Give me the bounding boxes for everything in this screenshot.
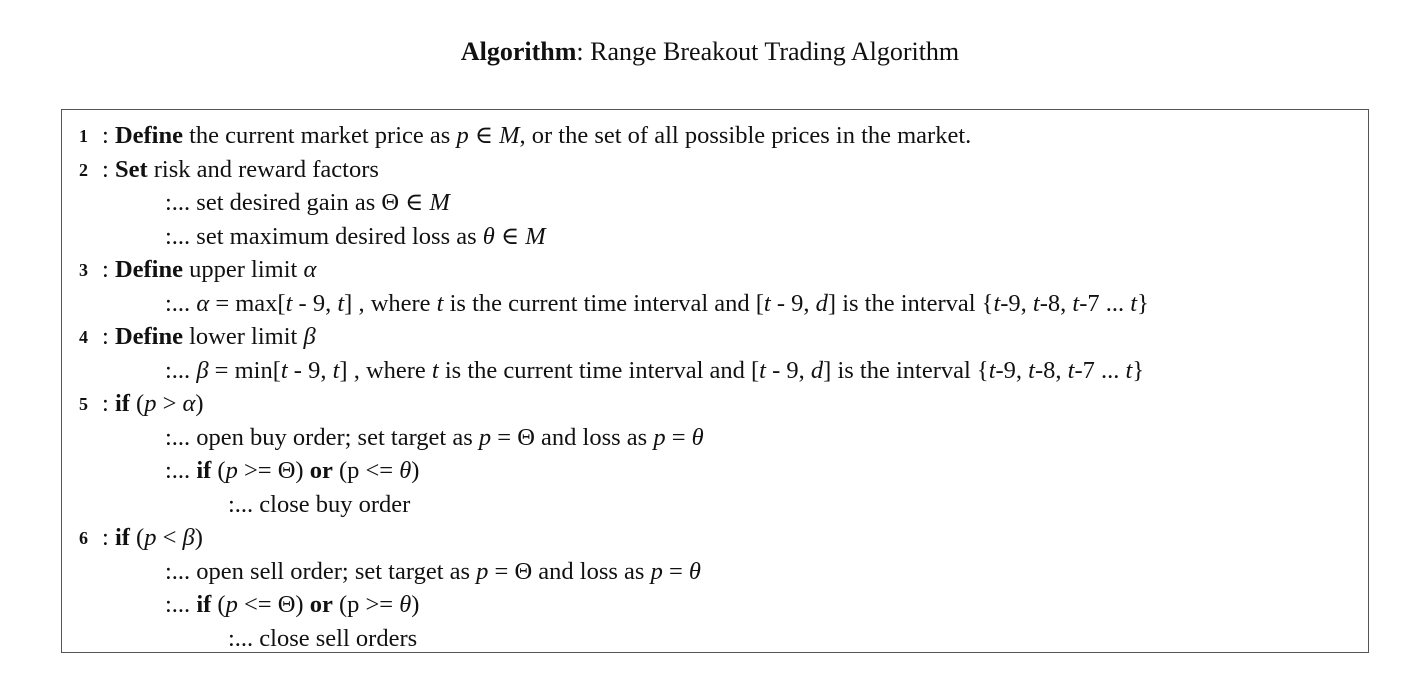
line-text: :... open sell order; set target as p = Θ and loss as p = θ xyxy=(165,558,701,585)
line-text: :... β = min[t - 9, t] , where t is the current time interval and [t - 9, d] is the interval {t-9, t-8, t-7 ... t} xyxy=(165,357,1145,384)
line-text: : Define lower limit β xyxy=(102,323,316,350)
line-text: :... α = max[t - 9, t] , where t is the current time interval and [t - 9, d] is the interval {t-9, t-8, t-7 ... t} xyxy=(165,290,1149,317)
line-text: : if (p > α) xyxy=(102,390,204,417)
line-number: 1 xyxy=(79,126,88,146)
line-number: 5 xyxy=(79,394,88,414)
line-text: : if (p < β) xyxy=(102,524,203,551)
line-text: :... open buy order; set target as p = Θ and loss as p = θ xyxy=(165,424,704,451)
algorithm-title xyxy=(0,33,1420,71)
algorithm-box xyxy=(61,109,1369,653)
algorithm-title-text: : Range Breakout Trading Algorithm xyxy=(576,37,960,66)
line-text: :... set maximum desired loss as θ ∈ M xyxy=(165,223,546,250)
line-text: :... if (p >= Θ) or (p <= θ) xyxy=(165,457,420,484)
line-number: 4 xyxy=(79,327,88,347)
algorithm-title-label: Algorithm xyxy=(460,37,577,66)
line-number: 6 xyxy=(79,528,88,548)
line-text: :... close sell orders xyxy=(228,625,418,652)
line-text: :... set desired gain as Θ ∈ M xyxy=(165,189,450,216)
line-number: 2 xyxy=(79,160,88,180)
line-text: :... close buy order xyxy=(228,491,411,518)
line-text: :... if (p <= Θ) or (p >= θ) xyxy=(165,591,420,618)
line-text: : Set risk and reward factors xyxy=(102,156,379,183)
line-number: 3 xyxy=(79,260,88,280)
line-text: : Define upper limit α xyxy=(102,256,317,283)
line-text: : Define the current market price as p ∈ M, or the set of all possible prices in the market. xyxy=(102,122,972,149)
